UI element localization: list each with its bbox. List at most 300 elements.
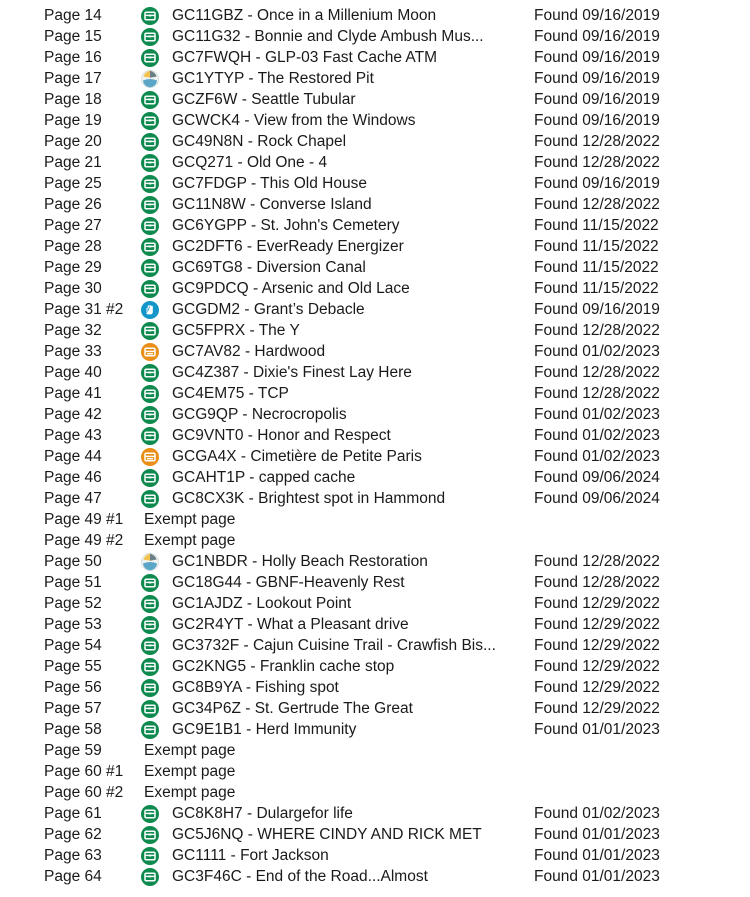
cache-title [172, 110, 517, 131]
found-date: Found 01/01/2023 [534, 721, 660, 738]
cache-title [172, 845, 517, 866]
earthcache-icon [141, 70, 159, 88]
cache-title [172, 698, 517, 719]
cache-name: St. Gertrude The Great [254, 700, 413, 717]
separator: - [242, 238, 257, 255]
cache-code: GC1YTYP [172, 70, 245, 87]
earthcache-icon [141, 553, 159, 571]
page-number: Page 60 #2 [44, 784, 124, 801]
found-date: Found 01/01/2023 [534, 847, 660, 864]
found-date: Found 09/16/2019 [534, 175, 660, 192]
cache-code: GC1AJDZ [172, 595, 243, 612]
list-row [0, 5, 750, 26]
cache-name: The Restored Pit [257, 70, 374, 87]
page-number: Page 31 #2 [44, 301, 124, 318]
cache-name: Converse Island [259, 196, 372, 213]
traditional-cache-icon [141, 574, 159, 592]
cache-name: Franklin cache stop [259, 658, 395, 675]
found-date: Found 12/28/2022 [534, 196, 660, 213]
list-row [0, 299, 750, 320]
found-date: Found 09/16/2019 [534, 301, 660, 318]
traditional-cache-icon [141, 427, 159, 445]
cache-name: Grant’s Debacle [253, 301, 365, 318]
found-date: Found 01/01/2023 [534, 826, 660, 843]
cache-title [172, 446, 517, 467]
cache-code: GC3732F [172, 637, 240, 654]
separator: - [245, 196, 260, 213]
page-number: Page 62 [44, 826, 102, 843]
cache-code: GC9PDCQ [172, 280, 249, 297]
exempt-label: Exempt page [144, 763, 236, 780]
cache-code: GC34P6Z [172, 700, 241, 717]
page-number: Page 52 [44, 595, 102, 612]
list-row [0, 656, 750, 677]
traditional-cache-icon [141, 133, 159, 151]
page-number: Page 53 [44, 616, 102, 633]
page-number: Page 40 [44, 364, 102, 381]
page-number: Page 59 [44, 742, 102, 759]
separator: - [237, 91, 252, 108]
traditional-cache-icon [141, 196, 159, 214]
found-date: Found 01/02/2023 [534, 406, 660, 423]
page-number: Page 16 [44, 49, 102, 66]
cache-name: TCP [257, 385, 289, 402]
list-row [0, 110, 750, 131]
exempt-label: Exempt page [144, 742, 236, 759]
list-row [0, 782, 750, 803]
list-row [0, 278, 750, 299]
cache-title [172, 719, 517, 740]
cache-name: End of the Road...Almost [255, 868, 428, 885]
list-row [0, 488, 750, 509]
cache-title [172, 593, 517, 614]
cache-name: Bonnie and Clyde Ambush Mus... [254, 28, 484, 45]
found-date: Found 09/06/2024 [534, 490, 660, 507]
list-row [0, 509, 750, 530]
separator: - [244, 70, 258, 87]
cache-code: GC11G32 [172, 28, 241, 45]
page-number: Page 27 [44, 217, 102, 234]
separator: - [247, 553, 262, 570]
separator: - [236, 448, 251, 465]
separator: - [243, 427, 258, 444]
cache-title [172, 341, 517, 362]
found-date: Found 09/16/2019 [534, 49, 660, 66]
page-number: Page 55 [44, 658, 102, 675]
found-date: Found 12/28/2022 [534, 574, 660, 591]
cache-name: Brightest spot in Hammond [258, 490, 446, 507]
traditional-cache-icon [141, 259, 159, 277]
traditional-cache-icon [141, 49, 159, 67]
cache-title [172, 47, 517, 68]
cache-code: GC2DFT6 [172, 238, 243, 255]
found-date: Found 01/02/2023 [534, 805, 660, 822]
page-number: Page 44 [44, 448, 102, 465]
page-number: Page 28 [44, 238, 102, 255]
list-row [0, 152, 750, 173]
cache-title [172, 320, 517, 341]
found-date: Found 09/16/2019 [534, 28, 660, 45]
page-number: Page 61 [44, 805, 102, 822]
cache-code: GC5FPRX [172, 322, 246, 339]
list-row [0, 677, 750, 698]
cache-name: Diversion Canal [256, 259, 366, 276]
page-number: Page 32 [44, 322, 102, 339]
cache-title [172, 383, 517, 404]
cache-code: GCZF6W [172, 91, 238, 108]
cache-name: Herd Immunity [255, 721, 357, 738]
found-date: Found 09/16/2019 [534, 70, 660, 87]
cache-code: GCGA4X [172, 448, 237, 465]
page-number: Page 21 [44, 154, 102, 171]
cache-code: GC11GBZ [172, 7, 244, 24]
cache-name: Once in a Millenium Moon [256, 7, 437, 24]
cache-title [172, 362, 517, 383]
traditional-cache-icon [141, 826, 159, 844]
traditional-cache-icon [141, 658, 159, 676]
separator: - [241, 721, 256, 738]
page-number: Page 49 #2 [44, 532, 124, 549]
traditional-cache-icon [141, 847, 159, 865]
cache-title [172, 635, 517, 656]
traditional-cache-icon [141, 280, 159, 298]
list-row [0, 68, 750, 89]
cache-code: GC18G44 [172, 574, 242, 591]
cache-title [172, 404, 517, 425]
cache-name: Dixie's Finest Lay Here [252, 364, 412, 381]
cache-code: GCAHT1P [172, 469, 245, 486]
traditional-cache-icon [141, 238, 159, 256]
list-row [0, 257, 750, 278]
cache-name: Honor and Respect [257, 427, 391, 444]
list-row [0, 740, 750, 761]
cache-name: This Old House [260, 175, 367, 192]
cache-name: St. John's Cemetery [260, 217, 400, 234]
page-number: Page 43 [44, 427, 102, 444]
found-date: Found 09/16/2019 [534, 91, 660, 108]
list-row [0, 320, 750, 341]
traditional-cache-icon [141, 154, 159, 172]
list-row [0, 446, 750, 467]
cache-name: Rock Chapel [257, 133, 347, 150]
separator: - [243, 133, 258, 150]
virtual-cache-icon [141, 301, 159, 319]
cache-title [172, 131, 517, 152]
list-row [0, 530, 750, 551]
traditional-cache-icon [141, 175, 159, 193]
separator: - [241, 679, 256, 696]
traditional-cache-icon [141, 595, 159, 613]
page-number: Page 30 [44, 280, 102, 297]
list-row [0, 593, 750, 614]
separator: - [241, 574, 256, 591]
cache-code: GC7FWQH [172, 49, 252, 66]
traditional-cache-icon [141, 616, 159, 634]
page-number: Page 47 [44, 490, 102, 507]
cache-name: Lookout Point [256, 595, 352, 612]
cache-code: GC2R4YT [172, 616, 244, 633]
cache-title [172, 614, 517, 635]
cache-name: Cimetière de Petite Paris [250, 448, 422, 465]
cache-name: The Y [258, 322, 300, 339]
separator: - [240, 343, 255, 360]
cache-title [172, 215, 517, 236]
cache-title [172, 467, 517, 488]
traditional-cache-icon [141, 364, 159, 382]
separator: - [251, 49, 265, 66]
traditional-cache-icon [141, 700, 159, 718]
found-date: Found 01/02/2023 [534, 448, 660, 465]
found-date: Found 11/15/2022 [534, 238, 659, 255]
page-number: Page 18 [44, 91, 102, 108]
exempt-label: Exempt page [144, 511, 236, 528]
list-row [0, 635, 750, 656]
found-date: Found 01/01/2023 [534, 868, 660, 885]
cache-name: Dulargefor life [256, 805, 353, 822]
cache-title [172, 257, 517, 278]
found-date: Found 12/29/2022 [534, 616, 660, 633]
list-row [0, 761, 750, 782]
separator: - [244, 469, 259, 486]
separator: - [238, 406, 252, 423]
cache-title [172, 488, 517, 509]
cache-code: GC49N8N [172, 133, 244, 150]
list-row [0, 362, 750, 383]
list-row [0, 467, 750, 488]
cache-code: GC69TG8 [172, 259, 243, 276]
cache-name: View from the Windows [253, 112, 416, 129]
list-row [0, 866, 750, 887]
cache-code: GC4EM75 [172, 385, 245, 402]
page-number: Page 54 [44, 637, 102, 654]
cache-code: GC1NBDR [172, 553, 248, 570]
page-number: Page 49 #1 [44, 511, 124, 528]
list-row [0, 173, 750, 194]
cache-title [172, 68, 517, 89]
separator: - [226, 847, 241, 864]
cache-code: GC7AV82 [172, 343, 241, 360]
cache-page-list [0, 5, 750, 887]
cache-title [172, 152, 517, 173]
found-date: Found 09/16/2019 [534, 112, 660, 129]
found-date: Found 11/15/2022 [534, 217, 659, 234]
cache-name: Cajun Cuisine Trail - Crawfish Bis... [252, 637, 496, 654]
page-number: Page 41 [44, 385, 102, 402]
found-date: Found 12/29/2022 [534, 637, 660, 654]
cache-code: GCGDM2 [172, 301, 241, 318]
page-number: Page 19 [44, 112, 102, 129]
separator: - [244, 490, 259, 507]
cache-code: GC1111 [172, 847, 227, 864]
separator: - [246, 658, 260, 675]
list-row [0, 845, 750, 866]
cache-name: Seattle Tubular [251, 91, 356, 108]
cache-code: GCWCK4 [172, 112, 241, 129]
cache-name: Hardwood [254, 343, 326, 360]
cache-name: Arsenic and Old Lace [261, 280, 410, 297]
cache-code: GC2KNG5 [172, 658, 247, 675]
found-date: Found 12/28/2022 [534, 385, 660, 402]
found-date: Found 12/28/2022 [534, 154, 660, 171]
found-date: Found 12/29/2022 [534, 700, 660, 717]
cache-code: GC7FDGP [172, 175, 247, 192]
cache-name: capped cache [258, 469, 356, 486]
page-number: Page 25 [44, 175, 102, 192]
cache-code: GC8CX3K [172, 490, 245, 507]
page-number: Page 14 [44, 7, 102, 24]
separator: - [240, 112, 254, 129]
separator: - [243, 7, 257, 24]
cache-code: GCQ271 [172, 154, 234, 171]
list-row [0, 404, 750, 425]
separator: - [240, 700, 255, 717]
cache-title [172, 236, 517, 257]
separator: - [244, 385, 258, 402]
cache-code: GC11N8W [172, 196, 246, 213]
found-date: Found 12/28/2022 [534, 553, 660, 570]
exempt-label: Exempt page [144, 532, 236, 549]
cache-name: What a Pleasant drive [257, 616, 409, 633]
separator: - [233, 154, 247, 171]
found-date: Found 11/15/2022 [534, 259, 659, 276]
cache-name: Holly Beach Restoration [261, 553, 428, 570]
page-number: Page 64 [44, 868, 102, 885]
page-number: Page 57 [44, 700, 102, 717]
cache-code: GC9VNT0 [172, 427, 244, 444]
page-number: Page 42 [44, 406, 102, 423]
cache-name: GBNF-Heavenly Rest [255, 574, 405, 591]
list-row [0, 341, 750, 362]
cache-title [172, 656, 517, 677]
list-row [0, 572, 750, 593]
separator: - [242, 259, 257, 276]
separator: - [242, 595, 257, 612]
page-number: Page 20 [44, 133, 102, 150]
page-number: Page 17 [44, 70, 102, 87]
list-row [0, 383, 750, 404]
traditional-cache-icon [141, 385, 159, 403]
separator: - [241, 868, 256, 885]
found-date: Found 01/02/2023 [534, 343, 660, 360]
traditional-cache-icon [141, 469, 159, 487]
separator: - [239, 364, 253, 381]
page-number: Page 63 [44, 847, 102, 864]
found-date: Found 12/28/2022 [534, 322, 660, 339]
cache-code: GC6YGPP [172, 217, 247, 234]
traditional-cache-icon [141, 322, 159, 340]
found-date: Found 12/29/2022 [534, 679, 660, 696]
traditional-cache-icon [141, 7, 159, 25]
list-row [0, 47, 750, 68]
found-date: Found 12/28/2022 [534, 133, 660, 150]
separator: - [242, 805, 257, 822]
cache-title [172, 5, 517, 26]
found-date: Found 12/29/2022 [534, 595, 660, 612]
page-number: Page 26 [44, 196, 102, 213]
list-row [0, 215, 750, 236]
separator: - [240, 28, 255, 45]
traditional-cache-icon [141, 721, 159, 739]
cache-title [172, 89, 517, 110]
list-row [0, 551, 750, 572]
exempt-label: Exempt page [144, 784, 236, 801]
cache-title [172, 677, 517, 698]
traditional-cache-icon [141, 490, 159, 508]
list-row [0, 698, 750, 719]
list-row [0, 824, 750, 845]
page-number: Page 46 [44, 469, 102, 486]
cache-name: WHERE CINDY AND RICK MET [257, 826, 482, 843]
page-number: Page 15 [44, 28, 102, 45]
page-number: Page 50 [44, 553, 102, 570]
found-date: Found 12/28/2022 [534, 364, 660, 381]
list-row [0, 236, 750, 257]
cache-title [172, 551, 517, 572]
cache-name: Old One - 4 [246, 154, 328, 171]
cache-title [172, 194, 517, 215]
traditional-cache-icon [141, 805, 159, 823]
page-number: Page 60 #1 [44, 763, 124, 780]
found-date: Found 01/02/2023 [534, 427, 660, 444]
traditional-cache-icon [141, 28, 159, 46]
cache-title [172, 803, 517, 824]
separator: - [243, 826, 258, 843]
traditional-cache-icon [141, 112, 159, 130]
cache-title [172, 278, 517, 299]
cache-title [172, 572, 517, 593]
page-number: Page 58 [44, 721, 102, 738]
list-row [0, 803, 750, 824]
traditional-cache-icon [141, 637, 159, 655]
cache-title [172, 299, 517, 320]
cache-code: GC8K8H7 [172, 805, 243, 822]
separator: - [245, 322, 259, 339]
cache-title [172, 824, 517, 845]
found-date: Found 12/29/2022 [534, 658, 660, 675]
found-date: Found 11/15/2022 [534, 280, 659, 297]
traditional-cache-icon [141, 679, 159, 697]
cache-code: GCG9QP [172, 406, 239, 423]
separator: - [246, 175, 261, 192]
cache-title [172, 173, 517, 194]
cache-code: GC8B9YA [172, 679, 242, 696]
traditional-cache-icon [141, 217, 159, 235]
cache-code: GC9E1B1 [172, 721, 242, 738]
list-row [0, 194, 750, 215]
page-number: Page 29 [44, 259, 102, 276]
multi-cache-icon [141, 343, 159, 361]
list-row [0, 425, 750, 446]
list-row [0, 26, 750, 47]
cache-title [172, 425, 517, 446]
list-row [0, 131, 750, 152]
cache-title [172, 26, 517, 47]
traditional-cache-icon [141, 406, 159, 424]
cache-name: Necrocropolis [251, 406, 347, 423]
page-number: Page 56 [44, 679, 102, 696]
multi-cache-icon [141, 448, 159, 466]
cache-name: EverReady Energizer [256, 238, 404, 255]
cache-code: GC5J6NQ [172, 826, 244, 843]
found-date: Found 09/06/2024 [534, 469, 660, 486]
separator: - [240, 301, 254, 318]
cache-title [172, 866, 517, 887]
cache-name: Fishing spot [255, 679, 339, 696]
cache-name: Fort Jackson [240, 847, 329, 864]
cache-name: GLP-03 Fast Cache ATM [265, 49, 437, 66]
list-row [0, 614, 750, 635]
list-row [0, 89, 750, 110]
